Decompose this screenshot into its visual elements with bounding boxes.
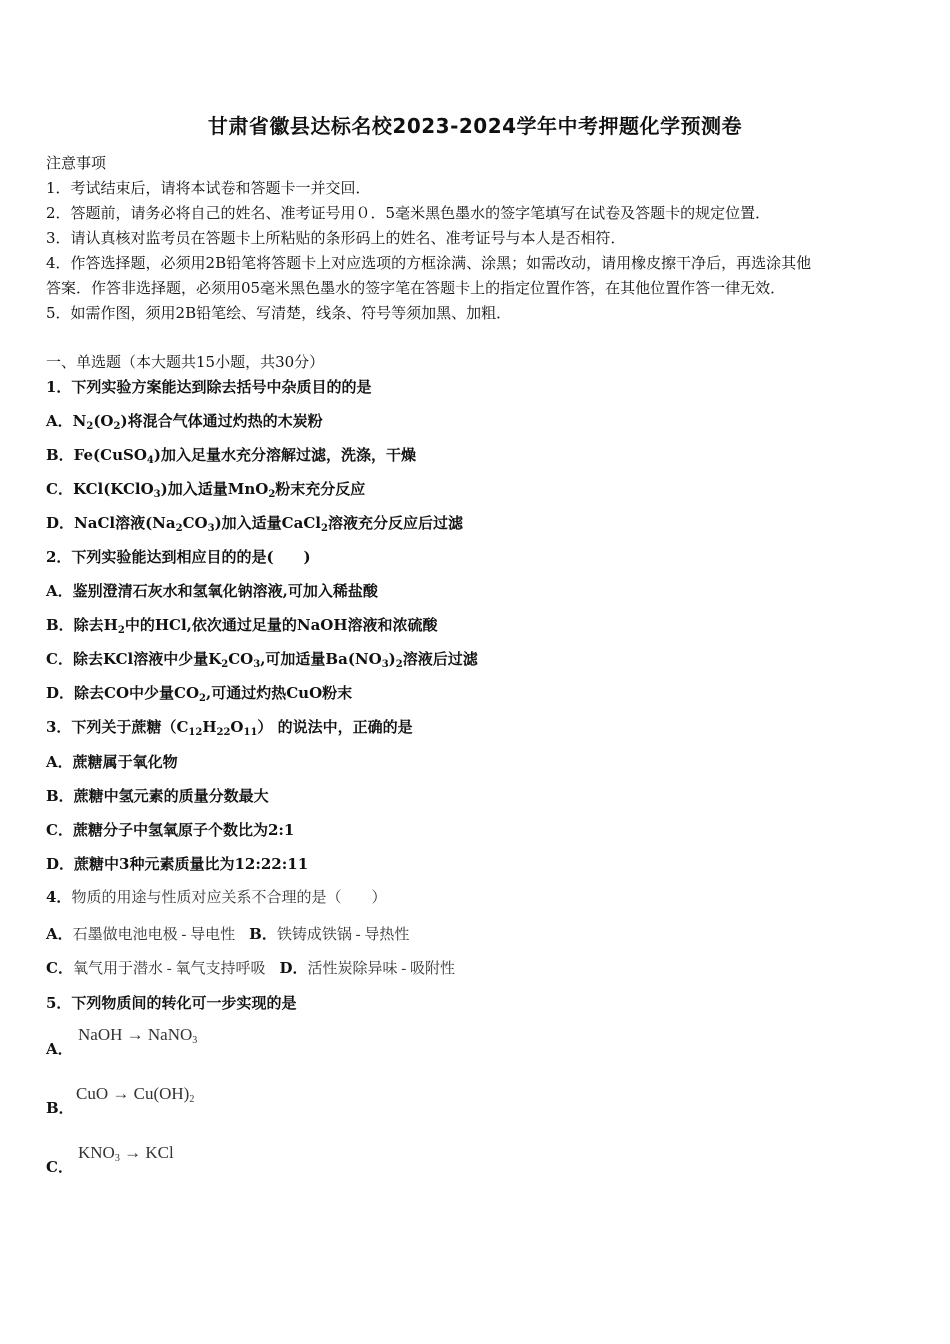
question-3-option-a: A．蔗糖属于氧化物 xyxy=(46,753,178,771)
notice-heading: 注意事项 xyxy=(46,154,107,172)
question-1-option-a: A．$N_2(O_2)$将混合气体通过灼热的木炭粉 xyxy=(46,412,323,432)
question-5-option-b-label: B． xyxy=(46,1099,74,1117)
question-5-option-c-formula: $KNO_3$ → KCl xyxy=(78,1143,174,1164)
notice-item-1: 1．考试结束后，请将本试卷和答题卡一并交回． xyxy=(46,179,371,197)
question-5-option-c-label: C． xyxy=(46,1158,73,1176)
question-2-option-d: D．除去CO中少量$CO_2$,可通过灼热CuO粉末 xyxy=(46,684,353,704)
question-3-stem: 3．下列关于蔗糖$(C_{12}H_{22}O_{11})$ 的说法中，正确的是 xyxy=(46,718,413,738)
question-2-stem: 2．下列实验能达到相应目的的是( ) xyxy=(46,548,311,566)
section-heading: 一、单选题（本大题共15小题，共30分） xyxy=(46,353,325,371)
question-2-option-c: C．除去KCl溶液中少量$K_2CO_3$,可加适量$Ba(NO_3)_2$溶液后过滤 xyxy=(46,650,478,670)
question-5-option-b-formula: CuO → $Cu(OH)_2$ xyxy=(76,1084,195,1105)
question-2-option-b: B．除去$H_2$中的HCl,依次通过足量的NaOH溶液和浓硫酸 xyxy=(46,616,438,636)
question-5-stem: 5．下列物质间的转化可一步实现的是 xyxy=(46,994,297,1012)
notice-item-4-continued: 答案．作答非选择题，必须用05毫米黑色墨水的签字笔在答题卡上的指定位置作答，在其他位置作答一律无效． xyxy=(46,279,786,297)
question-3-option-c: C．蔗糖分子中氢氧原子个数比为2:1 xyxy=(46,821,295,839)
question-3-option-b: B．蔗糖中氢元素的质量分数最大 xyxy=(46,787,269,805)
question-5-option-a-label: A． xyxy=(46,1040,73,1058)
page-title: 甘肃省徽县达标名校2023-2024学年中考押题化学预测卷 xyxy=(207,114,743,138)
notice-item-5: 5．如需作图，须用2B铅笔绘、写清楚，线条、符号等须加黑、加粗． xyxy=(46,304,512,322)
question-1-stem: 1．下列实验方案能达到除去括号中杂质目的的是 xyxy=(46,378,372,396)
question-5-option-a-formula: NaOH → NaNO$_3$ xyxy=(78,1025,198,1046)
notice-item-4: 4．作答选择题，必须用2B铅笔将答题卡上对应选项的方框涂满、涂黑；如需改动，请用橡皮擦干净后，再选涂其他 xyxy=(46,254,812,272)
question-2-option-a: A．鉴别澄清石灰水和氢氧化钠溶液,可加入稀盐酸 xyxy=(46,582,378,600)
notice-item-2: 2．答题前，请务必将自己的姓名、准考证号用０．5毫米黑色墨水的签字笔填写在试卷及答题卡的规定位置． xyxy=(46,204,771,222)
question-4-options-ab: A．石墨做电池电极 - 导电性 B．铁铸成铁锅 - 导热性 xyxy=(46,925,410,943)
question-4-stem: 4．物质的用途与性质对应关系不合理的是（ ） xyxy=(46,888,387,906)
question-1-option-c: C．KCl(KClO$_3$)加入适量MnO$_2$粉末充分反应 xyxy=(46,480,366,500)
question-1-option-d: D．NaCl溶液$(Na_2CO_3)$加入适量CaCl$_2$溶液充分反应后过滤 xyxy=(46,514,463,534)
notice-item-3: 3．请认真核对监考员在答题卡上所粘贴的条形码上的姓名、准考证号与本人是否相符． xyxy=(46,229,626,247)
question-1-option-b: B．Fe(CuSO$_4$)加入足量水充分溶解过滤，洗涤，干燥 xyxy=(46,446,416,466)
question-4-options-cd: C．氧气用于潜水 - 氧气支持呼吸 D．活性炭除异味 - 吸附性 xyxy=(46,959,455,977)
question-3-option-d: D．蔗糖中3种元素质量比为12:22:11 xyxy=(46,855,309,873)
